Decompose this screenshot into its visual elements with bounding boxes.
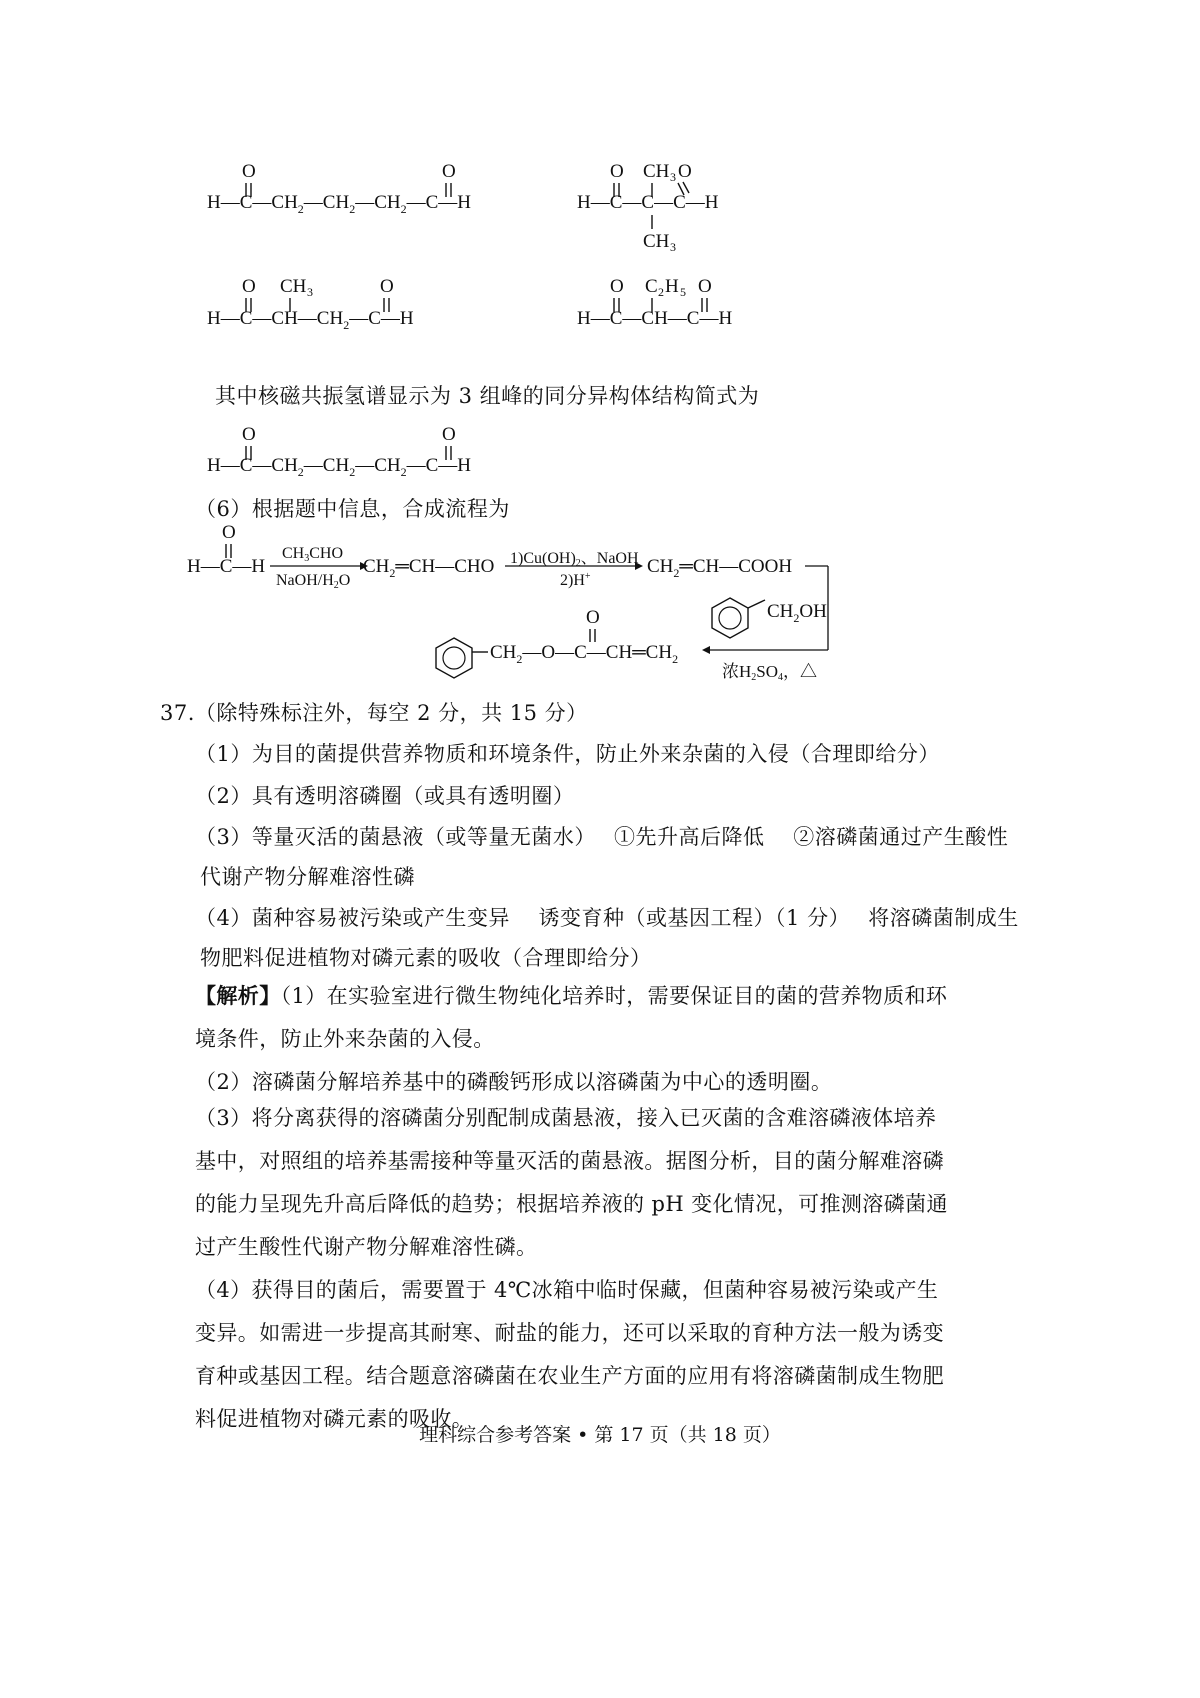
answer-chain: $H—C—CH_2—CH_2—CH_2—C—H$ [207, 455, 472, 479]
benzene-ring-icon [712, 598, 748, 638]
acrolein: $CH_2═CH—CHO$ [363, 556, 495, 580]
step2-reagent: 1)Cu(OH)2、NaOH [510, 550, 639, 569]
answer-2: （2）具有透明溶磷圈（或具有透明圈） [195, 784, 575, 808]
step1-condition: NaOH/H2O [276, 572, 351, 591]
svg-text:O: O [380, 276, 394, 297]
benzyl-alcohol-group: $CH_2OH$ [767, 601, 827, 625]
pentanedial-chain: $H—C—CH_2—CH_2—CH_2—C—H$ [207, 192, 472, 216]
answer-3-line1: （3）等量灭活的菌悬液（或等量无菌水） ①先升高后降低 ②溶磷菌通过产生酸性 [195, 825, 1009, 849]
benzene-ring-icon [436, 638, 472, 678]
svg-text:O: O [586, 607, 600, 628]
step1-reagent: CH3CHO [282, 545, 344, 564]
q37-heading: 37.（除特殊标注外，每空 2 分，共 15 分） [160, 701, 588, 725]
ethylpropanedial-chain: H—C—CH—C—H [577, 308, 733, 329]
svg-text:CH: CH [280, 276, 307, 297]
answer-4-line2: 物肥料促进植物对磷元素的吸收（合理即给分） [200, 946, 652, 970]
svg-text:CH: CH [643, 231, 670, 252]
product-ester: $CH_2—O—C—CH═CH_2$ [490, 642, 679, 666]
nmr-statement: 其中核磁共振氢谱显示为 3 组峰的同分异构体结构简式为 [215, 384, 760, 408]
svg-text:O: O [442, 424, 456, 445]
step3-condition: 浓H2SO4，△ [722, 662, 818, 683]
svg-text:O: O [610, 161, 624, 182]
svg-text:3: 3 [670, 170, 676, 184]
oxygen-label: O [442, 161, 456, 182]
svg-text:H: H [665, 276, 679, 297]
svg-text:O: O [242, 276, 256, 297]
svg-text:CH: CH [643, 161, 670, 182]
svg-text:O: O [222, 522, 236, 543]
svg-text:5: 5 [680, 285, 686, 299]
formaldehyde: H—C—H [187, 556, 266, 577]
explanation-3: （3）将分离获得的溶磷菌分别配制成菌悬液，接入已灭菌的含难溶磷液体培养基中，对照组的培养基需接种等量灭活的菌悬液。据图分析，目的菌分解难溶磷的能力呈现先升高后降低的趋势；根据培养液的 pH 变化情况，可推测溶磷菌通过产生酸性代谢产物分解难溶性磷。 [195, 1106, 948, 1259]
svg-text:O: O [678, 161, 692, 182]
svg-text:3: 3 [670, 240, 676, 254]
dimethylpropanedial-chain: H—C—C—C—H [577, 192, 719, 213]
step2-condition: 2)H+ [560, 571, 591, 589]
explanation-2: （2）溶磷菌分解培养基中的磷酸钙形成以溶磷菌为中心的透明圈。 [195, 1070, 833, 1094]
oxygen-label: O [242, 161, 256, 182]
svg-text:2: 2 [658, 285, 664, 299]
svg-text:C: C [645, 276, 658, 297]
acrylic-acid: $CH_2═CH—COOH$ [647, 556, 793, 580]
methylbutanedial-chain: $H—C—CH—CH_2—C—H$ [207, 308, 414, 332]
pentanedial-drawing [200, 155, 520, 225]
explanation-1: 【解析】（1）在实验室进行微生物纯化培养时，需要保证目的菌的营养物质和环境条件，防止外来杂菌的入侵。 [195, 983, 948, 1051]
explanation-4: （4）获得目的菌后，需要置于 4℃冰箱中临时保藏，但菌种容易被污染或产生变异。如需进一步提高其耐寒、耐盐的能力，还可以采取的育种方法一般为诱变育种或基因工程。结合题意溶磷菌在农业生产方面的应用有将溶磷菌制成生物肥料促进植物对磷元素的吸收。 [195, 1278, 944, 1431]
svg-text:O: O [698, 276, 712, 297]
answer-1: （1）为目的菌提供营养物质和环境条件，防止外来杂菌的入侵（合理即给分） [195, 742, 940, 766]
synthesis-intro: （6）根据题中信息，合成流程为 [195, 497, 510, 521]
svg-text:3: 3 [307, 285, 313, 299]
answer-3-line2: 代谢产物分解难溶性磷 [200, 865, 415, 889]
answer-4-line1: （4）菌种容易被污染或产生变异 诱变育种（或基因工程）（1 分） 将溶磷菌制成生 [195, 906, 1019, 930]
svg-text:O: O [610, 276, 624, 297]
analysis-label: 【解析】 [195, 983, 281, 1008]
page-footer: 理科综合参考答案 • 第 17 页（共 18 页） [419, 1424, 781, 1446]
svg-text:O: O [242, 424, 256, 445]
